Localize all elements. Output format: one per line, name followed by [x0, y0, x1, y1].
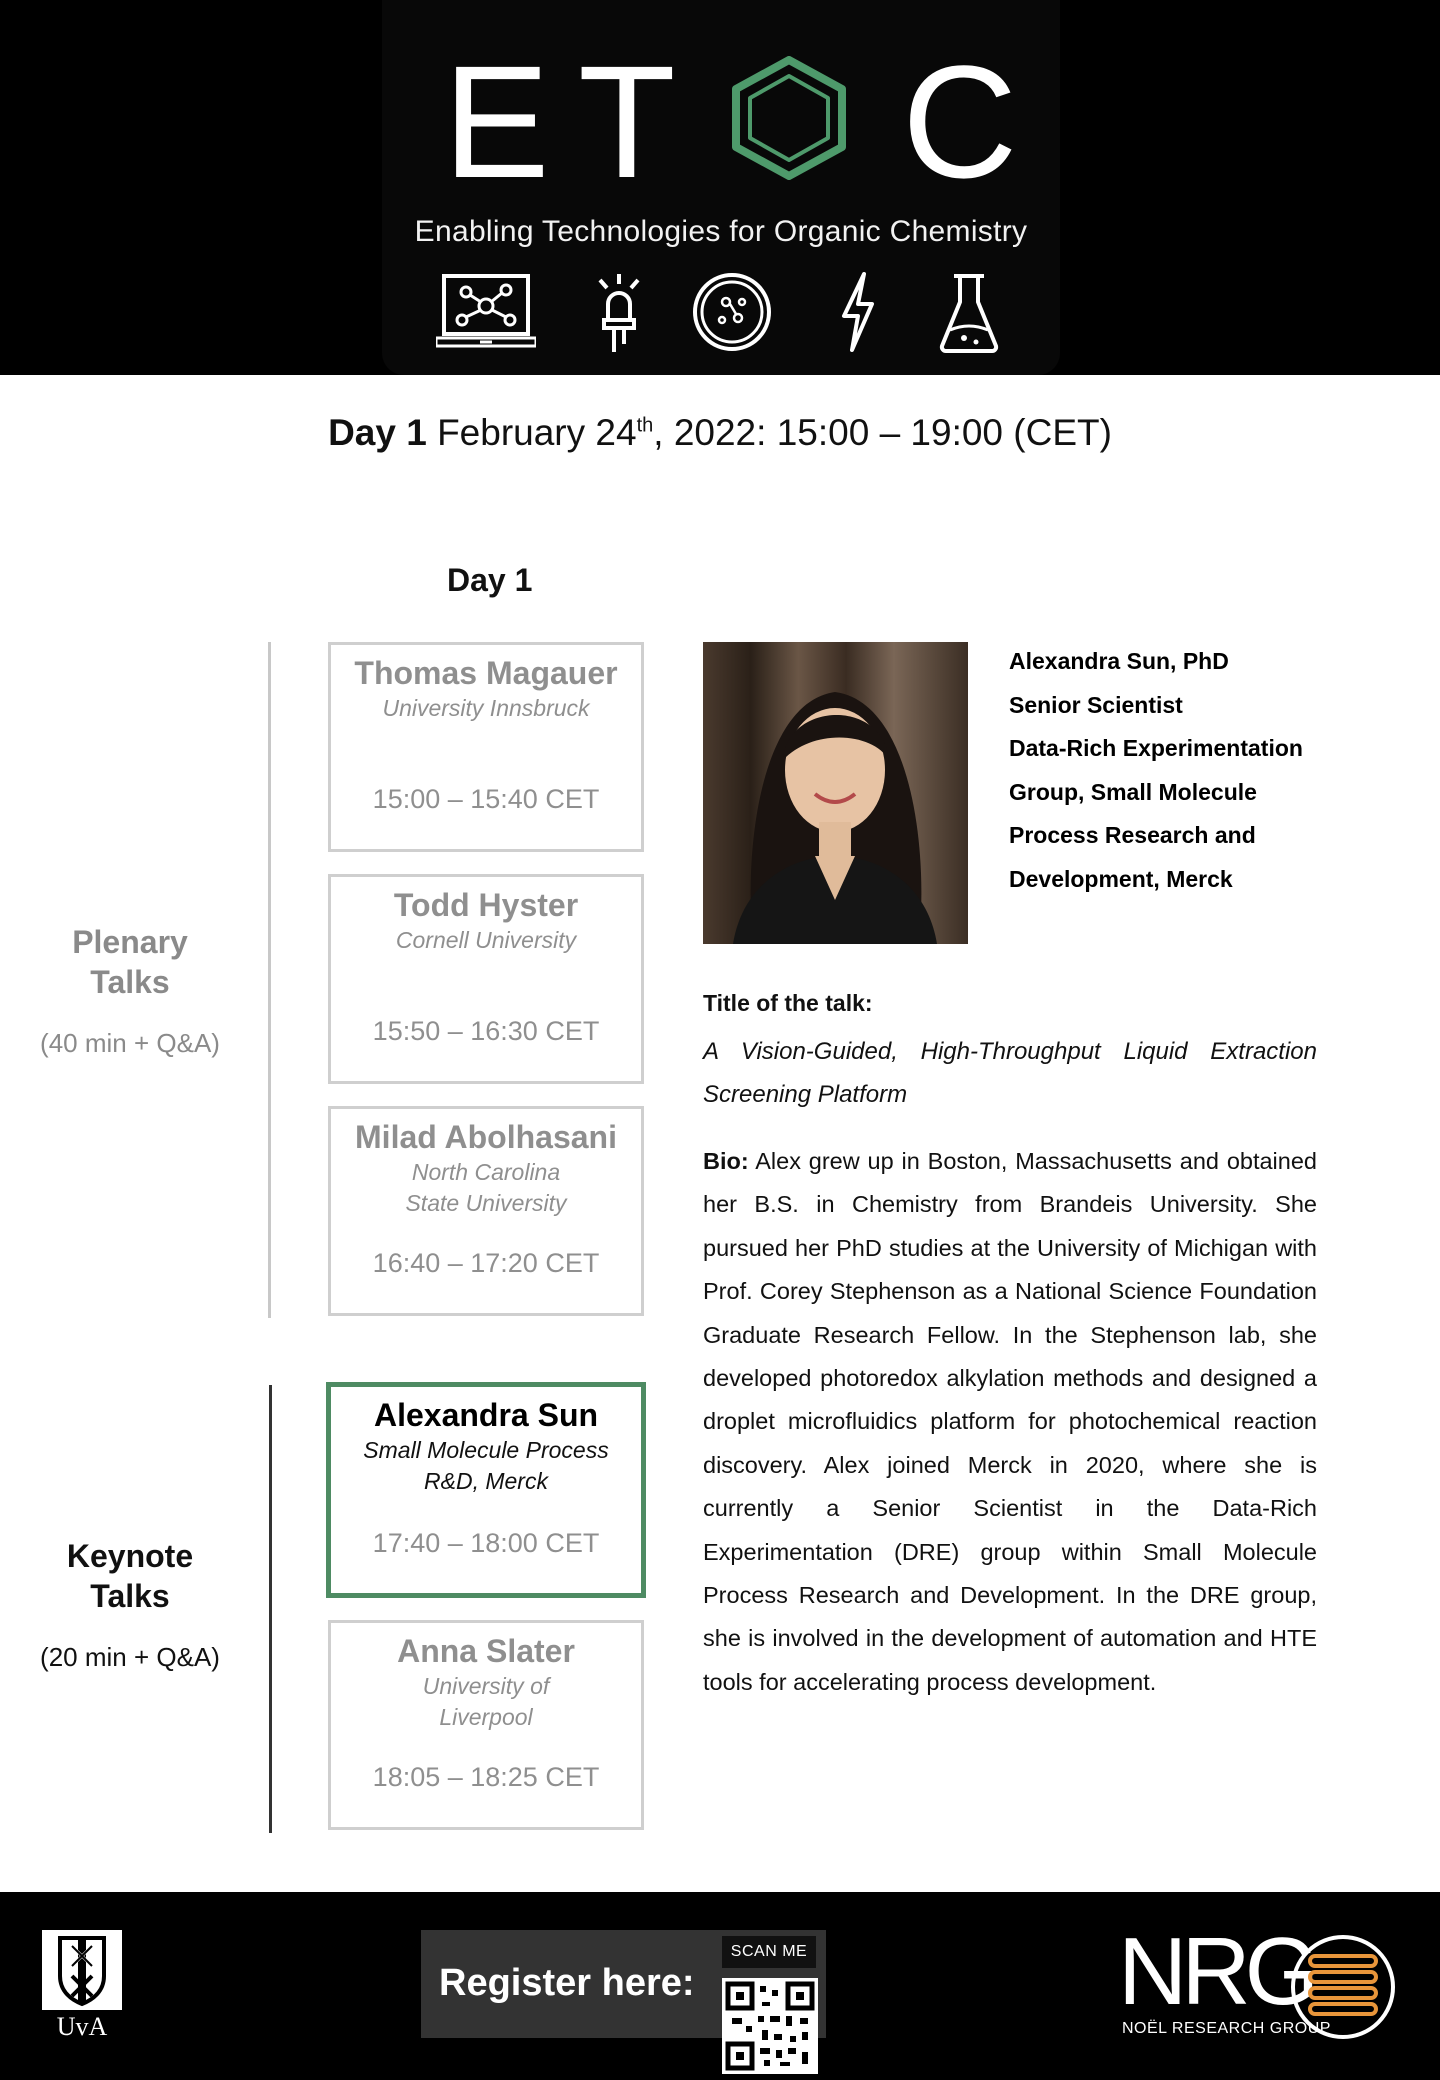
- day-heading-rest: , 2022: 15:00 – 19:00 (CET): [653, 412, 1112, 453]
- nrg-wordmark: NRG: [1118, 1918, 1314, 2025]
- petri-dish-icon: [692, 272, 772, 352]
- schedule-day-label: Day 1: [447, 562, 533, 598]
- talk-speaker-name: Todd Hyster: [393, 887, 579, 923]
- speaker-info-line: Data-Rich Experimentation: [1009, 735, 1303, 761]
- speaker-bio: [703, 1140, 1317, 1704]
- talk-affiliation-line1: Small Molecule Process: [363, 1437, 609, 1463]
- day-heading-date: February 24: [437, 412, 637, 453]
- keynote-title-line2: Talks: [90, 1578, 170, 1614]
- logo-letter-c: C: [902, 32, 1018, 211]
- day-heading: [0, 412, 1440, 454]
- speaker-photo: [703, 642, 968, 944]
- talk-affiliation: Cornell University: [395, 927, 577, 953]
- qr-code-icon: [724, 1980, 816, 2072]
- talk-time: 15:00 – 15:40 CET: [372, 784, 600, 814]
- plenary-talks-label: [20, 922, 240, 1059]
- speaker-portrait: [703, 642, 968, 944]
- talk-speaker-name: Thomas Magauer: [354, 655, 618, 691]
- talk-affiliation-line1: North Carolina: [411, 1159, 561, 1185]
- nrg-logo: [1118, 1918, 1418, 2044]
- plenary-duration-note: (40 min + Q&A): [40, 1028, 220, 1058]
- qr-code[interactable]: [722, 1978, 818, 2074]
- talk-title: A Vision-Guided, High-Throughput Liquid Extraction Screening Platform: [703, 1038, 1317, 1108]
- talk-time: 18:05 – 18:25 CET: [372, 1762, 600, 1792]
- talk-speaker-name: Anna Slater: [397, 1633, 575, 1669]
- talk-card-slater[interactable]: [328, 1620, 644, 1830]
- speaker-info-line: Process Research and: [1009, 822, 1256, 848]
- led-light-icon: [594, 272, 644, 354]
- talk-affiliation-line2: State University: [405, 1190, 567, 1216]
- nrg-reactor-icon: [1288, 1932, 1398, 2042]
- talk-affiliation-line2: R&D, Merck: [424, 1468, 548, 1494]
- speaker-info: [1009, 640, 1303, 901]
- talk-time: 15:50 – 16:30 CET: [372, 1016, 600, 1046]
- plenary-title-line1: Plenary: [72, 924, 188, 960]
- talk-card-hyster[interactable]: [328, 874, 644, 1084]
- speaker-info-line: Group, Small Molecule: [1009, 778, 1257, 805]
- logo-letter-t: T: [578, 32, 676, 211]
- lightning-icon: [838, 272, 878, 352]
- plenary-title-line2: Talks: [90, 964, 170, 1000]
- keynote-title-line1: Keynote: [66, 1538, 194, 1574]
- talk-affiliation-line2: Liverpool: [439, 1704, 533, 1730]
- uva-crest-icon: [42, 1930, 122, 2010]
- talk-time: 16:40 – 17:20 CET: [372, 1248, 600, 1278]
- uva-logo: [42, 1930, 122, 2010]
- plenary-divider: [268, 642, 271, 1318]
- uva-wordmark: UvA: [56, 2012, 108, 2041]
- speaker-info-line: Development, Merck: [1009, 865, 1233, 892]
- talk-speaker-name: Alexandra Sun: [373, 1397, 599, 1433]
- talk-affiliation-line1: University of: [422, 1673, 550, 1699]
- speaker-info-line: Senior Scientist: [1009, 691, 1183, 718]
- register-panel[interactable]: [421, 1930, 826, 2038]
- laptop-network-icon: [436, 272, 536, 352]
- tagline: Enabling Technologies for Organic Chemistry: [414, 215, 1028, 248]
- talk-card-sun-active[interactable]: [326, 1382, 646, 1598]
- keynote-duration-note: (20 min + Q&A): [40, 1642, 220, 1672]
- bio-text: Alex grew up in Boston, Massachusetts and obtained her B.S. in Chemistry from Brandeis University. She pursued her PhD studies at the University of Michigan with Prof. Corey Stephenson as a National Science Foundation Graduate Research Fellow. In the Stephenson lab, she developed photoredox alkylation methods and designed a droplet microfluidics platform for photochemical reaction discovery. Alex joined Merck in 2020, where she is currently a Senior Scientist in the Data-Rich Experimentation (DRE) group within Small Molecule Process Research and Development. In the DRE group, she is involved in the development of automation and HTE tools for accelerating process development.: [703, 1148, 1317, 1695]
- hexagon-o-icon: [730, 56, 848, 180]
- talk-card-magauer[interactable]: [328, 642, 644, 852]
- talk-affiliation: University Innsbruck: [382, 695, 590, 721]
- talk-time: 17:40 – 18:00 CET: [372, 1528, 600, 1558]
- talk-speaker-name: Milad Abolhasani: [355, 1119, 617, 1155]
- keynote-divider: [269, 1385, 272, 1833]
- scan-me-label: SCAN ME: [722, 1936, 816, 1968]
- keynote-talks-label: [20, 1536, 240, 1673]
- talk-card-abolhasani[interactable]: [328, 1106, 644, 1316]
- nrg-subtitle: NOËL RESEARCH GROUP: [1122, 2020, 1331, 2037]
- register-label[interactable]: Register here:: [439, 1962, 695, 2004]
- bio-label: Bio:: [703, 1148, 749, 1174]
- day-heading-date-suffix: th: [636, 414, 654, 437]
- talk-title-label: Title of the talk:: [703, 990, 873, 1016]
- speaker-info-line: Alexandra Sun, PhD: [1009, 648, 1229, 674]
- logo-letter-e: E: [443, 32, 550, 211]
- flask-icon: [938, 272, 1000, 354]
- day-heading-day: Day 1: [328, 412, 427, 453]
